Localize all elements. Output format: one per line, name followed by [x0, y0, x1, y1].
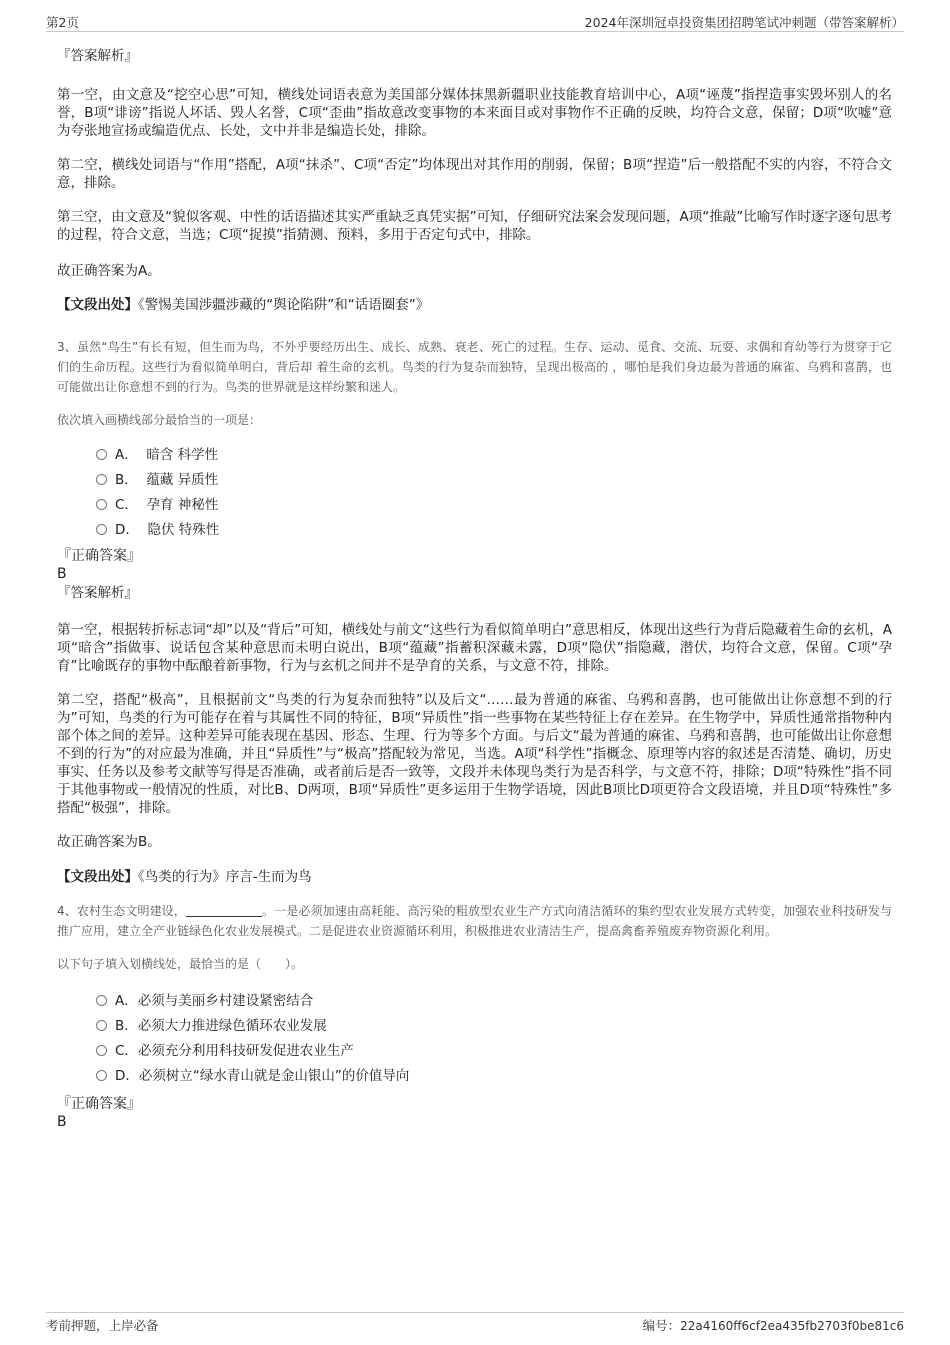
correct-answer-label: 『正确答案』 [57, 548, 141, 564]
option-letter: D． [115, 1068, 139, 1084]
option-text: 暗含 科学性 [146, 447, 219, 463]
footer-slogan: 考前押题，上岸必备 [46, 1318, 159, 1333]
radio-icon[interactable] [96, 474, 107, 485]
option-letter: A． [115, 993, 138, 1009]
analysis-paragraph-2: 第二空，搭配“极高”，且根据前文“鸟类的行为复杂而独特”以及后文“……最为普通的麻雀、乌鸦和喜鹊，也可能做出让你意想不到的行为”可知，鸟类的行为可能存在着与其属性不同的特征，B项“异质性”指一些事物在某些特征上存在差异。在生物学中，异质性通常指物种内部个体之间的差异。这种差异可能表现在基因、形态、生理、行为等多个方面。与后文“最为普通的麻雀、乌鸦和喜鹊，也可能做出让你意想不到的行为”的对应最为准确，并且“异质性”与“极高”搭配较为常见，当选。A项“科学性”指概念、原理等内容的叙述是否清楚、确切，历史事实、任务以及参考文献等写得是否准确，或者前后是否一致等，文段并未体现鸟类行为是否科学，与文意不符，排除；D项“特殊性”指不同于其他事物或一般情况的性质，对比B、D两项，B项“异质性”更多运用于生物学语境，因此B项比D项更符合文段语境，并且D项“特殊性”多搭配“极强”，排除。 [57, 692, 892, 816]
analysis-paragraph-3: 第三空，由文意及“貌似客观、中性的话语描述其实严重缺乏真凭实据”可知，仔细研究法案会发现问题，A项“推敲”比喻写作时逐字逐句思考的过程，符合文意，当选；C项“捉摸”指猜测、预料，多用于否定句式中，排除。 [57, 209, 892, 243]
radio-icon[interactable] [96, 499, 107, 510]
conclusion: 故正确答案为B。 [57, 834, 161, 850]
option-letter: A． [115, 447, 138, 463]
option-letter: C． [115, 497, 138, 513]
question-4-options [96, 989, 892, 1089]
option-b[interactable] [96, 468, 892, 493]
document-code [643, 1316, 904, 1334]
analysis-paragraph-1: 第一空，由文意及“挖空心思”可知，横线处词语表意为美国部分媒体抹黑新疆职业技能教育培训中心，A项“诬蔑”指捏造事实毁坏别人的名誉，B项“诽谤”指说人坏话、毁人名誉，C项“歪曲”指故意改变事物的本来面目或对事物作不正确的反映，均符合文意，保留；D项“吹嘘”意为夸张地宣扬或编造优点、长处，文中并非是编造长处，排除。 [57, 87, 892, 139]
source-text: 《警惕美国涉疆涉藏的“舆论陷阱”和“话语圈套”》 [138, 297, 430, 313]
document-title: 2024年深圳冠卓投资集团招聘笔试冲刺题（带答案解析） [584, 15, 904, 30]
option-c[interactable] [96, 1039, 892, 1064]
option-text: 必须与美丽乡村建设紧密结合 [137, 993, 314, 1009]
option-c[interactable] [96, 493, 892, 518]
page-number: 第2页 [46, 15, 79, 30]
question-3-options [96, 443, 892, 543]
passage-source [57, 867, 892, 887]
option-text: 蕴藏 异质性 [146, 472, 219, 488]
option-letter: B． [115, 1018, 138, 1034]
radio-icon[interactable] [96, 1070, 107, 1081]
question-4-prompt: 以下句子填入划横线处，最恰当的是（ ）。 [57, 957, 304, 971]
radio-icon[interactable] [96, 449, 107, 460]
option-b[interactable] [96, 1014, 892, 1039]
correct-answer: B [57, 1114, 67, 1130]
option-d[interactable] [96, 1064, 892, 1089]
question-4-stem-start: 4、农村生态文明建设， [57, 904, 186, 918]
option-d[interactable] [96, 518, 892, 543]
correct-answer-label: 『正确答案』 [57, 1096, 141, 1112]
page-footer [46, 1312, 904, 1333]
source-label: 【文段出处】 [57, 869, 138, 885]
question-3-prompt: 依次填入画横线部分最恰当的一项是： [57, 413, 262, 427]
conclusion: 故正确答案为A。 [57, 263, 161, 279]
radio-icon[interactable] [96, 1045, 107, 1056]
question-4-stem [57, 901, 892, 941]
passage-source [57, 295, 892, 315]
option-text: 隐伏 特殊性 [147, 522, 220, 538]
analysis-paragraph-1: 第一空，根据转折标志词“却”以及“背后”可知，横线处与前文“这些行为看似简单明白”意思相反，体现出这些行为背后隐藏着生命的玄机，A项“暗含”指做事、说话包含某种意思而未明白说出，B项“蕴藏”指蓄积深藏未露，D项“隐伏”指隐藏，潜伏，均符合文意，保留。C项“孕育”比喻既存的事物中酝酿着新事物，行为与玄机之间并不是孕育的关系，与文意不符，排除。 [57, 622, 892, 674]
option-text: 必须大力推进绿色循环农业发展 [137, 1018, 327, 1034]
option-letter: D． [115, 522, 139, 538]
code-value: 22a4160ff6cf2ea435fb2703f0be81c6 [680, 1319, 904, 1333]
analysis-label: 『答案解析』 [57, 48, 138, 64]
option-letter: C． [115, 1043, 138, 1059]
correct-answer: B [57, 566, 67, 582]
source-label: 【文段出处】 [57, 297, 138, 313]
question-4-stem-end: 。一是必须加速由高耗能、高污染的粗放型农业生产方式向清洁循环的集约型农业发展方式转变，加强农业科技研发与推广应用，建立全产业链绿色化农业发展模式。二是促进农业资源循环利用，积极推进农业清洁生产，提高禽畜养殖废弃物资源化利用。 [57, 904, 892, 938]
code-label: 编号： [642, 1318, 681, 1333]
analysis-label: 『答案解析』 [57, 585, 138, 601]
question-3-stem: 3、虽然“鸟生”有长有短，但生而为鸟，不外乎要经历出生、成长、成熟、衰老、死亡的过程。生存、运动、觅食、交流、玩耍、求偶和育幼等行为贯穿于它们的生命历程。这些行为看似简单明白，背后却 着生命的玄机。鸟类的行为复杂而独特，呈现出极高的 ，哪怕是我们身边最为普通的麻雀、乌鸦和喜鹊，也可能做出让你意想不到的行为。鸟类的世界就是这样纷繁和迷人。 [57, 340, 892, 394]
source-text: 《鸟类的行为》序言-生而为鸟 [138, 869, 312, 885]
option-text: 孕育 神秘性 [146, 497, 219, 513]
option-letter: B． [115, 472, 138, 488]
option-a[interactable] [96, 989, 892, 1014]
option-text: 必须树立“绿水青山就是金山银山”的价值导向 [138, 1068, 410, 1084]
option-a[interactable] [96, 443, 892, 468]
option-text: 必须充分利用科技研发促进农业生产 [137, 1043, 354, 1059]
page-content [57, 40, 892, 1131]
analysis-paragraph-2: 第二空，横线处词语与“作用”搭配，A项“抹杀”、C项“否定”均体现出对其作用的削弱，保留；B项“捏造”后一般搭配不实的内容，不符合文意，排除。 [57, 157, 892, 191]
page-header [46, 13, 904, 32]
fill-in-blank [186, 904, 262, 917]
radio-icon[interactable] [96, 524, 107, 535]
radio-icon[interactable] [96, 1020, 107, 1031]
radio-icon[interactable] [96, 995, 107, 1006]
